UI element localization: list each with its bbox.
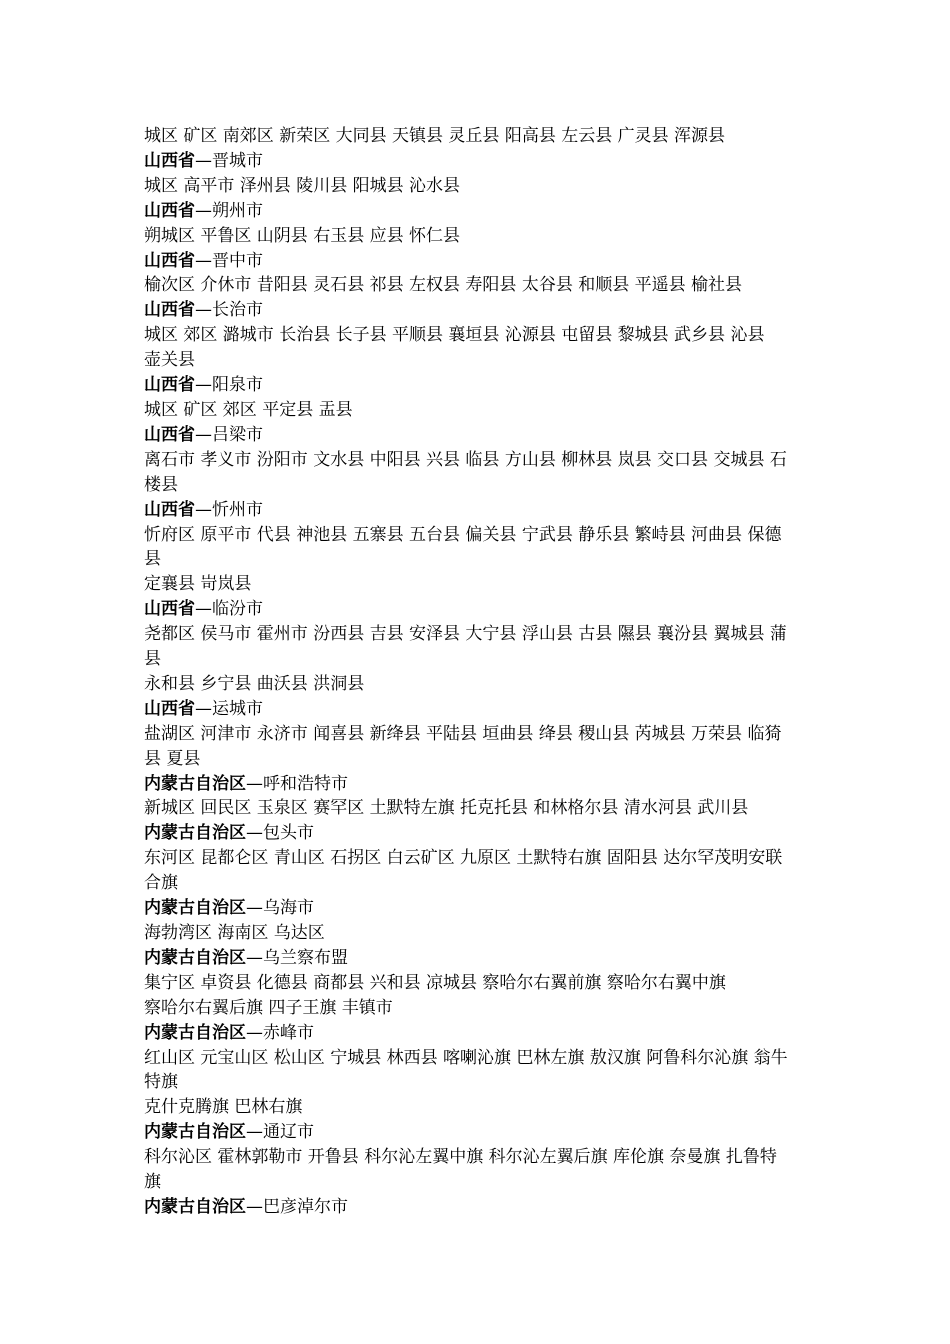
district-list-line: 离石市 孝义市 汾阳市 文水县 中阳县 兴县 临县 方山县 柳林县 岚县 交口县 交城县 石 (144, 449, 787, 470)
city-name: —朔州市 (195, 200, 263, 221)
district-list-line: 合旗 (144, 873, 178, 894)
province-name: 山西省 (144, 200, 195, 221)
document-page (144, 124, 814, 1220)
district-list-line: 海勃湾区 海南区 乌达区 (144, 923, 325, 943)
district-list-line: 红山区 元宝山区 松山区 宁城县 林西县 喀喇沁旗 巴林左旗 敖汉旗 阿鲁科尔沁旗 翁牛 (144, 1047, 788, 1068)
district-list-line: 县 (144, 549, 161, 570)
province-name: 山西省 (144, 150, 195, 171)
region-heading (144, 772, 814, 797)
district-list-line: 楼县 (144, 474, 178, 495)
region-heading (144, 298, 814, 323)
city-name: —乌海市 (246, 898, 314, 919)
province-name: 山西省 (144, 424, 195, 445)
city-name: —忻州市 (195, 499, 263, 520)
district-list-line: 新城区 回民区 玉泉区 赛罕区 土默特左旗 托克托县 和林格尔县 清水河县 武川县 (144, 798, 749, 819)
city-name: —包头市 (246, 823, 314, 844)
district-list-line: 科尔沁区 霍林郭勒市 开鲁县 科尔沁左翼中旗 科尔沁左翼后旗 库伦旗 奈曼旗 扎鲁特 (144, 1147, 777, 1168)
province-name: 内蒙古自治区 (144, 1122, 246, 1143)
district-list-line: 县 (144, 649, 161, 670)
district-list-line: 特旗 (144, 1072, 178, 1093)
district-list-line: 榆次区 介休市 昔阳县 灵石县 祁县 左权县 寿阳县 太谷县 和顺县 平遥县 榆社县 (144, 275, 743, 296)
region-heading (144, 149, 814, 174)
city-name: —运城市 (195, 698, 263, 719)
district-list-line: 旗 (144, 1172, 161, 1193)
district-list-line: 城区 矿区 郊区 平定县 盂县 (144, 399, 353, 420)
region-heading (144, 946, 814, 971)
region-heading (144, 896, 814, 921)
region-heading (144, 373, 814, 398)
district-list-line: 定襄县 岢岚县 (144, 574, 252, 595)
province-name: 山西省 (144, 698, 195, 719)
province-name: 山西省 (144, 499, 195, 520)
province-name: 内蒙古自治区 (144, 1022, 246, 1043)
city-name: —巴彦淖尔市 (246, 1196, 348, 1217)
district-list-line: 东河区 昆都仑区 青山区 石拐区 白云矿区 九原区 土默特右旗 固阳县 达尔罕茂明安联 (144, 848, 783, 869)
district-list-line: 壶关县 (144, 350, 195, 371)
district-list-line: 永和县 乡宁县 曲沃县 洪洞县 (144, 673, 365, 694)
region-heading (144, 1195, 814, 1220)
province-name: 山西省 (144, 300, 195, 321)
region-heading (144, 498, 814, 523)
district-list-line: 尧都区 侯马市 霍州市 汾西县 吉县 安泽县 大宁县 浮山县 古县 隰县 襄汾县 翼城县 蒲 (144, 624, 787, 645)
province-name: 山西省 (144, 250, 195, 271)
province-name: 内蒙古自治区 (144, 823, 246, 844)
city-name: —长治市 (195, 300, 263, 321)
province-name: 内蒙古自治区 (144, 1196, 246, 1217)
city-name: —吕梁市 (195, 424, 263, 445)
city-name: —赤峰市 (246, 1022, 314, 1043)
district-list-line: 城区 高平市 泽州县 陵川县 阳城县 沁水县 (144, 175, 461, 196)
province-name: 内蒙古自治区 (144, 773, 246, 794)
district-list-line: 克什克腾旗 巴林右旗 (144, 1097, 303, 1118)
region-heading (144, 597, 814, 622)
city-name: —临汾市 (195, 599, 263, 620)
city-name: —乌兰察布盟 (246, 947, 348, 968)
region-heading (144, 199, 814, 224)
region-heading (144, 821, 814, 846)
city-name: —通辽市 (246, 1122, 314, 1143)
city-name: —阳泉市 (195, 375, 263, 396)
city-name: —晋城市 (195, 150, 263, 171)
district-list-line: 县 夏县 (144, 748, 201, 769)
city-name: —晋中市 (195, 250, 263, 271)
district-list-line: 察哈尔右翼后旗 四子王旗 丰镇市 (144, 997, 393, 1018)
region-heading (144, 423, 814, 448)
district-list-line: 忻府区 原平市 代县 神池县 五寨县 五台县 偏关县 宁武县 静乐县 繁峙县 河曲县 保德 (144, 524, 782, 545)
district-list-line: 朔城区 平鲁区 山阴县 右玉县 应县 怀仁县 (144, 225, 461, 246)
province-name: 内蒙古自治区 (144, 898, 246, 919)
province-name: 山西省 (144, 599, 195, 620)
province-name: 内蒙古自治区 (144, 947, 246, 968)
district-list-line: 城区 矿区 南郊区 新荣区 大同县 天镇县 灵丘县 阳高县 左云县 广灵县 浑源县 (144, 126, 726, 146)
region-heading (144, 249, 814, 274)
region-heading (144, 1120, 814, 1145)
region-heading (144, 1021, 814, 1046)
district-list-line: 城区 郊区 潞城市 长治县 长子县 平顺县 襄垣县 沁源县 屯留县 黎城县 武乡县 沁县 (144, 325, 765, 346)
city-name: —呼和浩特市 (246, 773, 348, 794)
district-list-line: 盐湖区 河津市 永济市 闻喜县 新绛县 平陆县 垣曲县 绛县 稷山县 芮城县 万荣县 临猗 (144, 723, 782, 744)
province-name: 山西省 (144, 375, 195, 396)
district-list-line: 集宁区 卓资县 化德县 商都县 兴和县 凉城县 察哈尔右翼前旗 察哈尔右翼中旗 (144, 972, 726, 993)
region-heading (144, 697, 814, 722)
